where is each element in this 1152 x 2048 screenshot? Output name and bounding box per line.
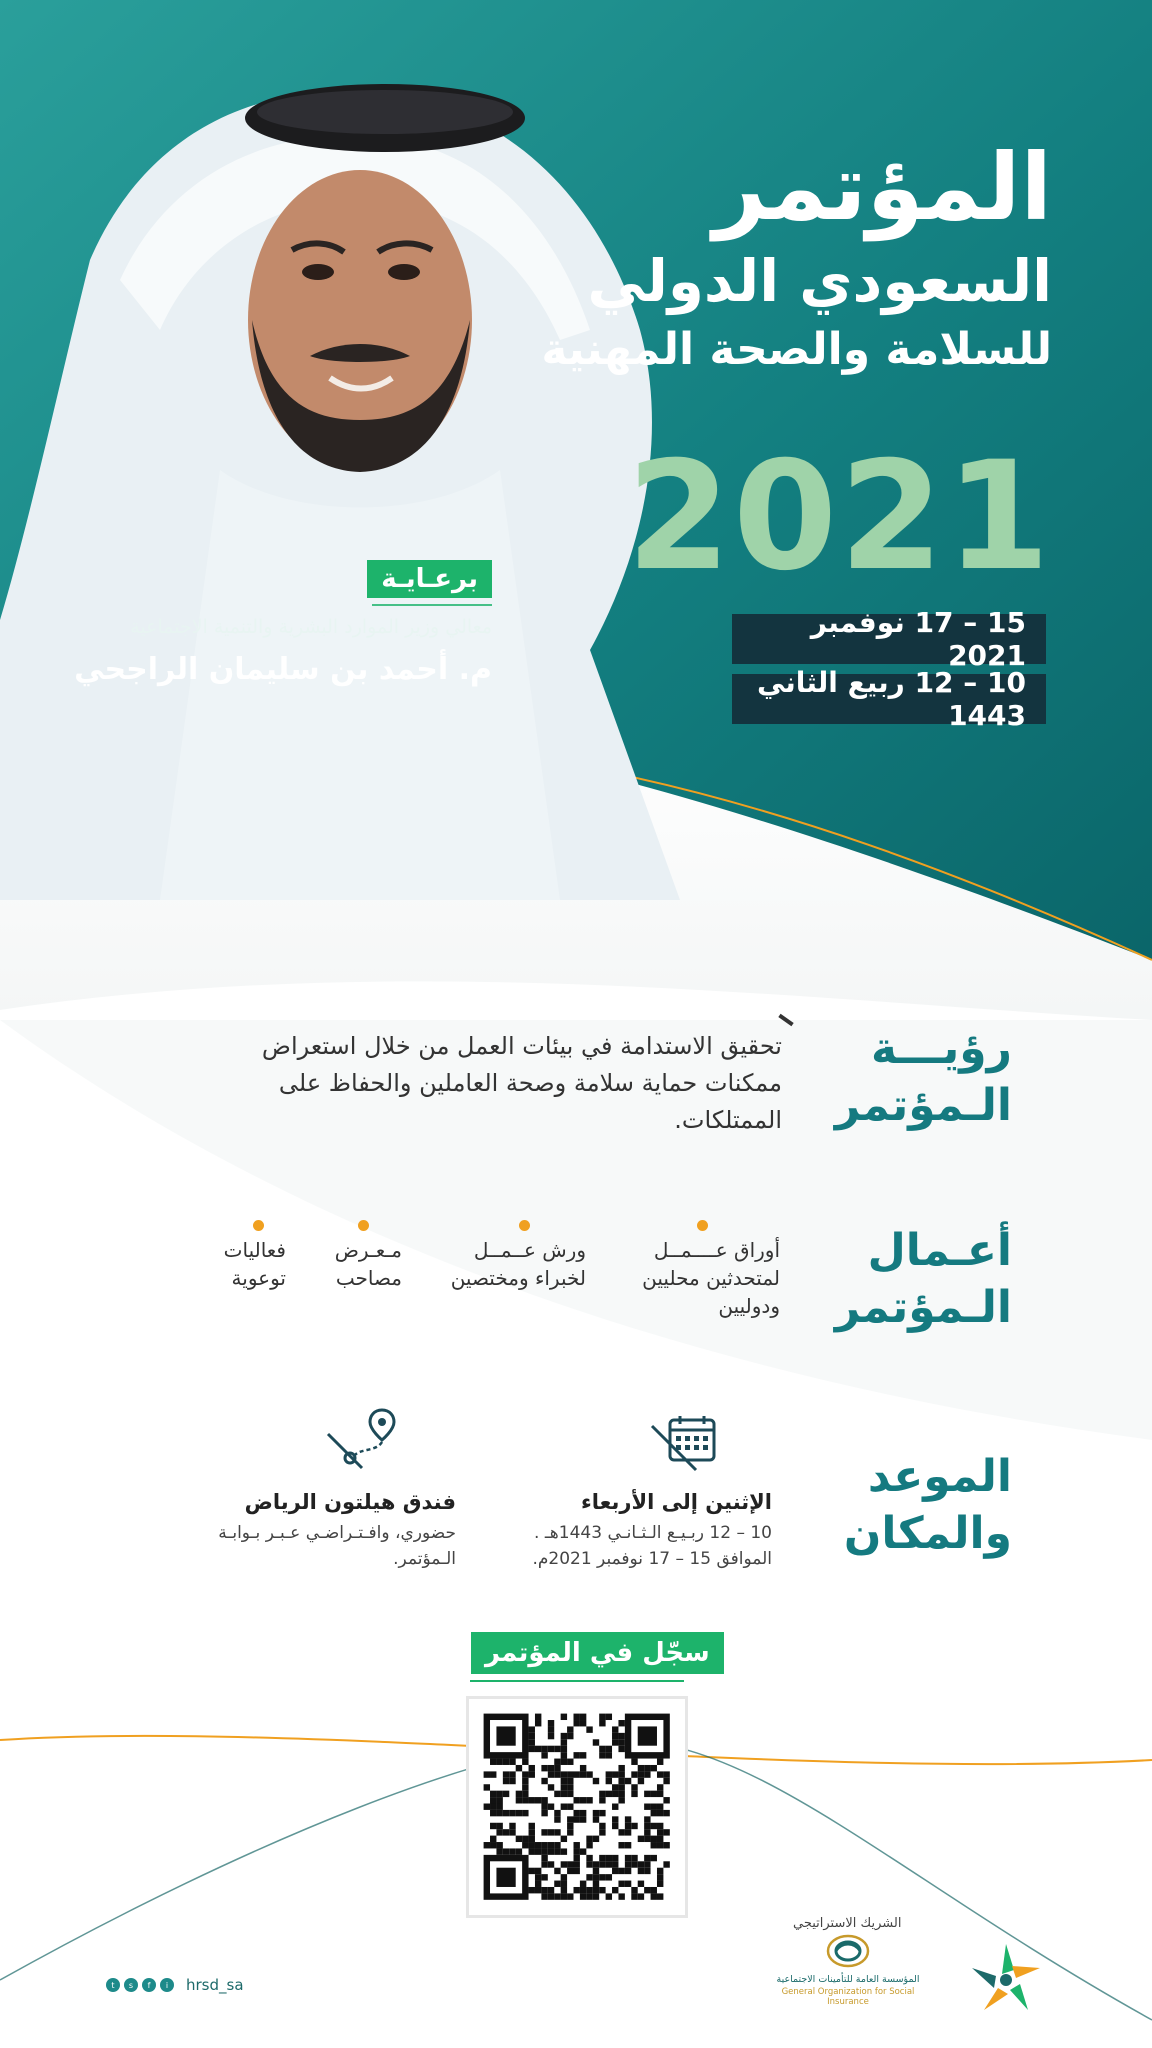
register-divider (470, 1680, 684, 1682)
patronage-badge: برعـايـة (367, 560, 492, 598)
work-bullet-2 (519, 1220, 530, 1231)
title-line-3: للسلامة والصحة المهنية (541, 324, 1052, 376)
work-item-2: ورش عــمــل لخبراء ومختصين (450, 1238, 586, 1290)
place-info-line-2: الـمؤتمر. (393, 1549, 456, 1570)
snapchat-icon[interactable]: s (124, 1978, 138, 1992)
qr-finder-pattern (484, 1855, 529, 1900)
place-info-block (216, 1490, 456, 1573)
facebook-icon[interactable]: f (142, 1978, 156, 1992)
qr-finder-pattern (484, 1714, 529, 1759)
title-line-2: السعودي الدولي (587, 246, 1052, 315)
date-info-block (512, 1490, 772, 1573)
location-route-icon (326, 1404, 402, 1470)
work-title: أعـمال الـمؤتمر (834, 1225, 1012, 1334)
partner-label: الشريك الاستراتيجي (793, 1916, 902, 1931)
date-info-line-2: الموافق 15 – 17 نوفمبر 2021م. (532, 1549, 772, 1570)
work-item-3: مـعـرض مصاحب (334, 1238, 402, 1290)
work-item-1: أوراق عــــمــل لمتحدثين محليين ودوليين (642, 1238, 780, 1318)
date-info-line-1: 10 – 12 ربـيـع الـثـانـي 1443هـ . (534, 1523, 772, 1543)
instagram-icon[interactable]: i (160, 1978, 174, 1992)
partner-name-arabic: المؤسسة العامة للتأمينات الاجتماعية (776, 1974, 920, 1985)
date-hijri: 10 – 12 ربيع الثاني 1443 (732, 674, 1046, 724)
gosi-logo (762, 1934, 934, 2007)
twitter-icon[interactable]: t (106, 1978, 120, 1992)
register-button[interactable]: سجّل في المؤتمر (471, 1632, 724, 1674)
minister-portrait (0, 0, 720, 900)
title-line-1: المؤتمر (713, 134, 1052, 241)
work-item-4: فعاليات توعوية (223, 1238, 286, 1290)
vision-title: رؤيـــة الـمؤتمر (834, 1023, 1012, 1132)
work-bullet-3 (358, 1220, 369, 1231)
time-place-title: الموعد والمكان (843, 1451, 1012, 1560)
partner-name-english: General Organization for Social Insurance (781, 1987, 915, 2007)
vision-text: تحقيق الاستدامة في بيئات العمل من خلال استعراض ممكنات حماية سلامة وصحة العاملين والحفاظ على الممتلكات. (261, 1032, 782, 1135)
place-info-head: فندق هيلتون الرياض (244, 1490, 456, 1514)
conference-year: 2021 (626, 430, 1052, 604)
date-gregorian: 15 – 17 نوفمبر 2021 (732, 614, 1046, 664)
patronage-divider (372, 604, 492, 606)
place-info-line-1: حضوري، وافـتـراضـي عـبـر بـوابـة (218, 1523, 456, 1543)
calendar-icon (650, 1414, 722, 1472)
conference-title (452, 134, 1052, 377)
work-bullet-4 (253, 1220, 264, 1231)
qr-finder-pattern (625, 1714, 670, 1759)
work-bullet-1 (697, 1220, 708, 1231)
registration-qr-code[interactable] (466, 1696, 688, 1918)
social-links (106, 1976, 244, 1994)
patronage-block (32, 560, 492, 687)
date-info-head: الإثنين إلى الأربعاء (581, 1490, 772, 1514)
ministry-logo (964, 1938, 1048, 2022)
social-handle: hrsd_sa (186, 1976, 244, 1994)
patron-name: م. أحمد بن سليمان الراجحي (74, 652, 492, 687)
patron-role: معالي وزير الموارد البشرية والتنمية الاجتماعية (130, 616, 492, 638)
gosi-emblem-icon (826, 1934, 870, 1968)
